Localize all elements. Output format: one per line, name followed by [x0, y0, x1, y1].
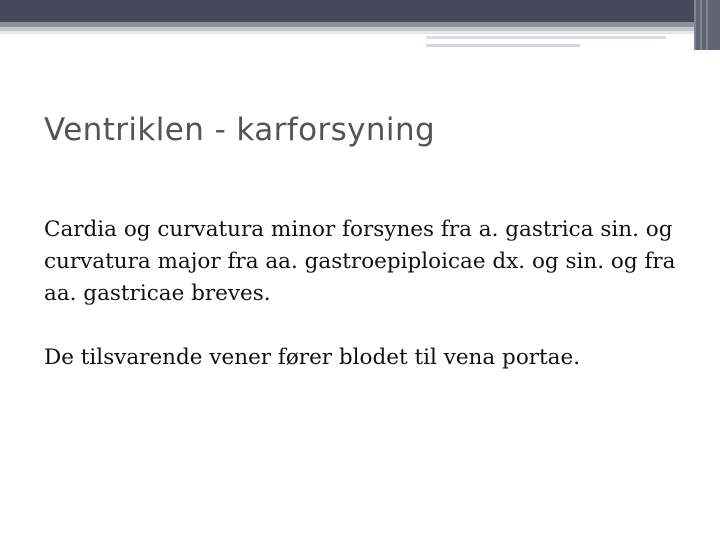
- corner-decoration-line: [694, 0, 696, 50]
- corner-decoration-line: [706, 0, 708, 50]
- header-accent-line: [426, 36, 666, 39]
- header-bar: [0, 0, 720, 22]
- header-stripe: [0, 31, 720, 34]
- header-accent-line: [426, 44, 580, 47]
- body-paragraph: De tilsvarende vener fører blodet til vena portae.: [44, 345, 581, 370]
- slide-title: Ventriklen - karforsyning: [44, 112, 436, 148]
- body-paragraph: Cardia og curvatura minor forsynes fra a. gastrica sin. og curvatura major fra aa. gastroepiploicae dx. og sin. og fra aa. gastricae breves.: [44, 217, 676, 306]
- corner-decoration-line: [700, 0, 702, 50]
- slide-body: [44, 214, 684, 374]
